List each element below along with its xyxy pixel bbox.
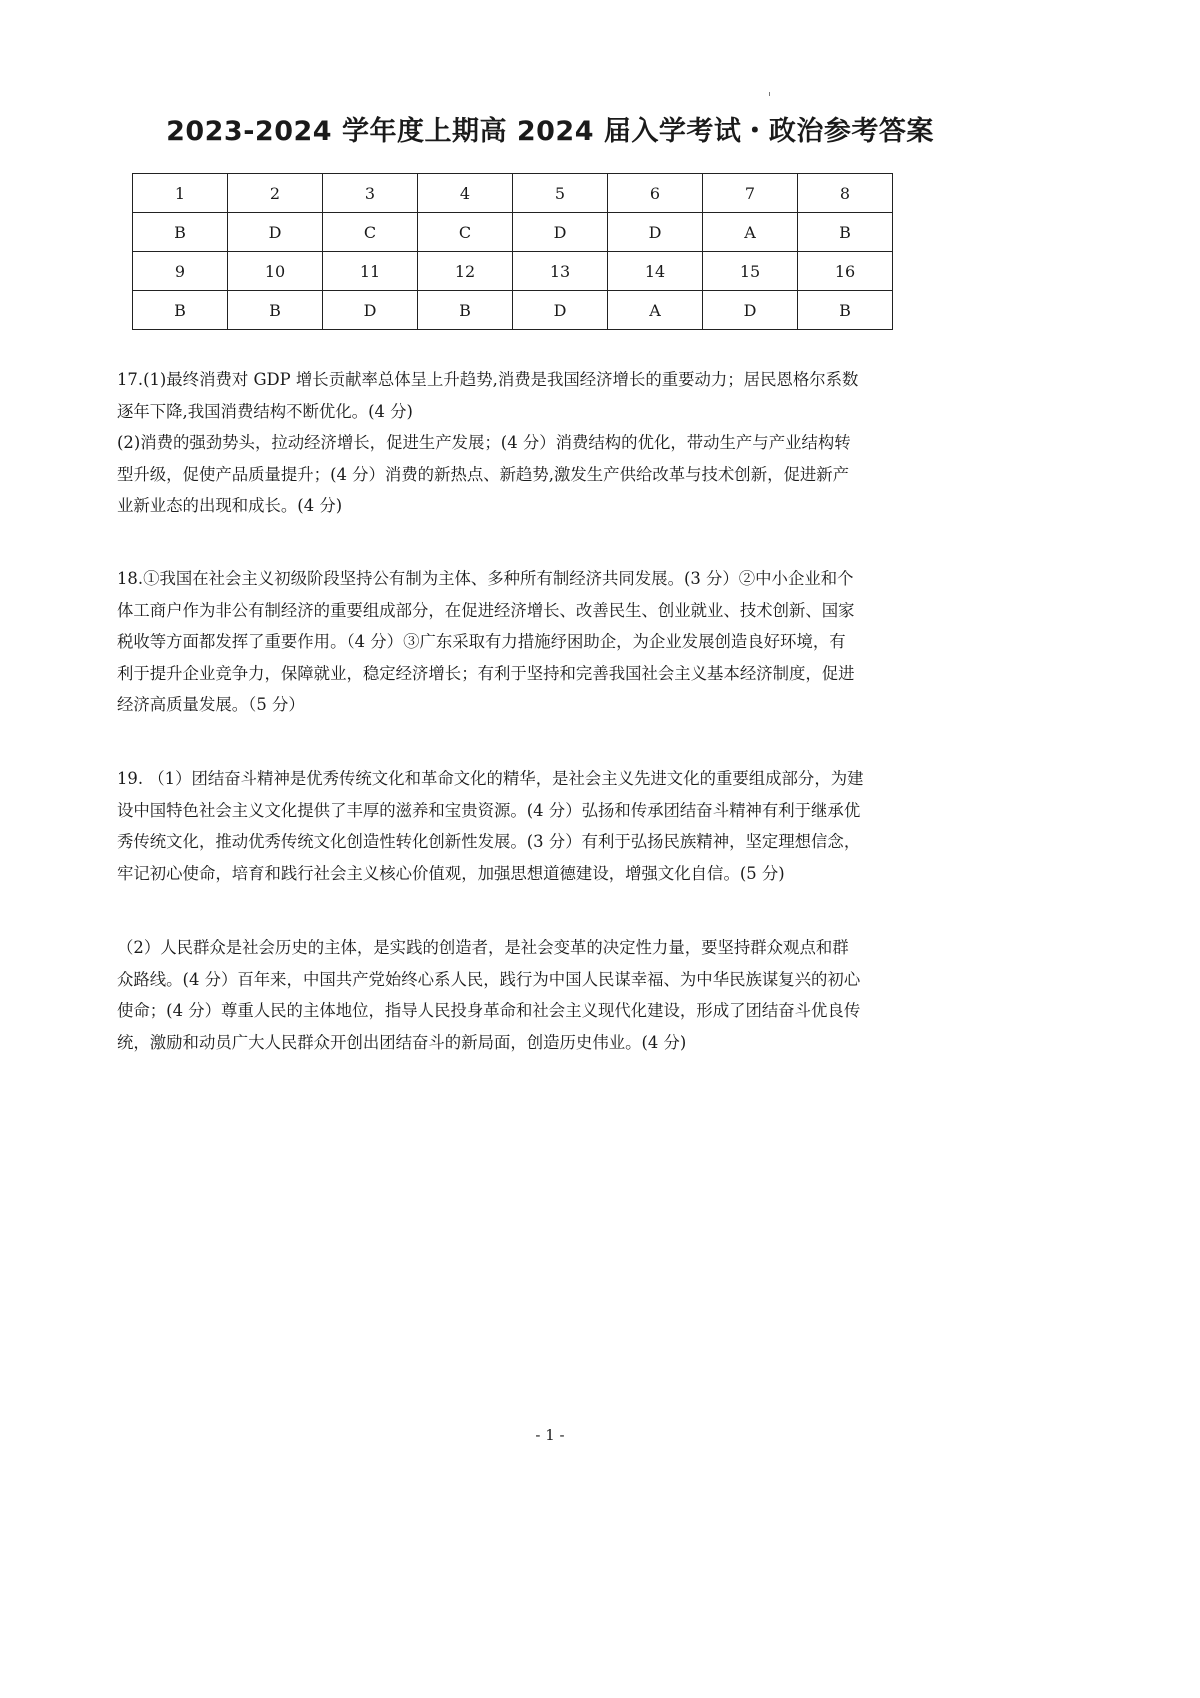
text-line: 设中国特色社会主义文化提供了丰厚的滋养和宝贵资源。(4 分）弘扬和传承团结奋斗精神有利于继承优 [117, 800, 861, 820]
table-row [133, 252, 893, 291]
table-cell: B [228, 291, 323, 330]
table-cell: 6 [608, 174, 703, 213]
text-line: （2）人民群众是社会历史的主体，是实践的创造者，是社会变革的决定性力量，要坚持群众观点和群 [117, 938, 849, 957]
page-number: - 1 - [535, 1426, 565, 1444]
table-cell: 5 [513, 174, 608, 213]
table-cell: A [703, 213, 798, 252]
table-cell: B [798, 213, 893, 252]
page-title: 2023-2024 学年度上期高 2024 届入学考试・政治参考答案 [166, 116, 934, 147]
table-row [133, 213, 893, 252]
text-line: 秀传统文化，推动优秀传统文化创造性转化创新性发展。(3 分）有利于弘扬民族精神，坚定理想信念， [117, 832, 861, 851]
table-cell: C [418, 213, 513, 252]
answer-17 [117, 364, 997, 522]
table-cell: A [608, 291, 703, 330]
text-line: (2)消费的强劲势头，拉动经济增长，促进生产发展；(4 分）消费结构的优化，带动生产与产业结构转 [117, 433, 851, 452]
text-line: 经济高质量发展。（5 分） [117, 695, 305, 714]
table-cell: 8 [798, 174, 893, 213]
text-line: 使命；(4 分）尊重人民的主体地位，指导人民投身革命和社会主义现代化建设，形成了团结奋斗优良传 [117, 1001, 861, 1020]
table-cell: 14 [608, 252, 703, 291]
table-cell: 7 [703, 174, 798, 213]
text-line: 18.①我国在社会主义初级阶段坚持公有制为主体、多种所有制经济共同发展。(3 分）②中小企业和个 [117, 569, 854, 588]
text-line: 众路线。(4 分）百年来，中国共产党始终心系人民，践行为中国人民谋幸福、为中华民族谋复兴的初心 [117, 969, 861, 989]
table-cell: 15 [703, 252, 798, 291]
table-cell: D [703, 291, 798, 330]
text-line: 业新业态的出现和成长。(4 分) [117, 496, 343, 515]
answer-19-part-2 [117, 932, 997, 1058]
answer-19-part-1 [117, 763, 997, 889]
table-cell: 16 [798, 252, 893, 291]
table-cell: 1 [133, 174, 228, 213]
table-cell: C [323, 213, 418, 252]
table-cell: 3 [323, 174, 418, 213]
table-cell: B [133, 213, 228, 252]
scan-mark [769, 92, 770, 96]
table-row [133, 291, 893, 330]
table-cell: B [418, 291, 513, 330]
text-line: 税收等方面都发挥了重要作用。（4 分）③广东采取有力措施纾困助企，为企业发展创造良好环境，有 [117, 632, 846, 651]
table-cell: 4 [418, 174, 513, 213]
answer-table [132, 173, 893, 330]
table-row [133, 174, 893, 213]
text-line: 17.(1)最终消费对 GDP 增长贡献率总体呈上升趋势,消费是我国经济增长的重要动力；居民恩格尔系数 [117, 370, 859, 389]
table-cell: D [513, 213, 608, 252]
text-line: 体工商户作为非公有制经济的重要组成部分，在促进经济增长、改善民生、创业就业、技术创新、国家 [117, 600, 855, 620]
table-cell: D [608, 213, 703, 252]
text-line: 统，激励和动员广大人民群众开创出团结奋斗的新局面，创造历史伟业。(4 分) [117, 1032, 687, 1052]
answer-18 [117, 563, 997, 721]
table-cell: 11 [323, 252, 418, 291]
table-cell: D [323, 291, 418, 330]
table-cell: 13 [513, 252, 608, 291]
table-cell: D [513, 291, 608, 330]
table-cell: B [133, 291, 228, 330]
table-cell: 10 [228, 252, 323, 291]
text-line: 牢记初心使命，培育和践行社会主义核心价值观，加强思想道德建设，增强文化自信。(5 分) [117, 863, 785, 883]
table-cell: 12 [418, 252, 513, 291]
text-line: 逐年下降,我国消费结构不断优化。(4 分) [117, 401, 413, 421]
table-cell: 9 [133, 252, 228, 291]
table-cell: 2 [228, 174, 323, 213]
text-line: 型升级，促使产品质量提升；(4 分）消费的新热点、新趋势,激发生产供给改革与技术创新，促进新产 [117, 464, 850, 484]
text-line: 利于提升企业竞争力，保障就业，稳定经济增长；有利于坚持和完善我国社会主义基本经济制度，促进 [117, 663, 855, 683]
text-line: 19. （1）团结奋斗精神是优秀传统文化和革命文化的精华，是社会主义先进文化的重要组成部分，为建 [117, 769, 864, 788]
table-cell: B [798, 291, 893, 330]
table-cell: D [228, 213, 323, 252]
